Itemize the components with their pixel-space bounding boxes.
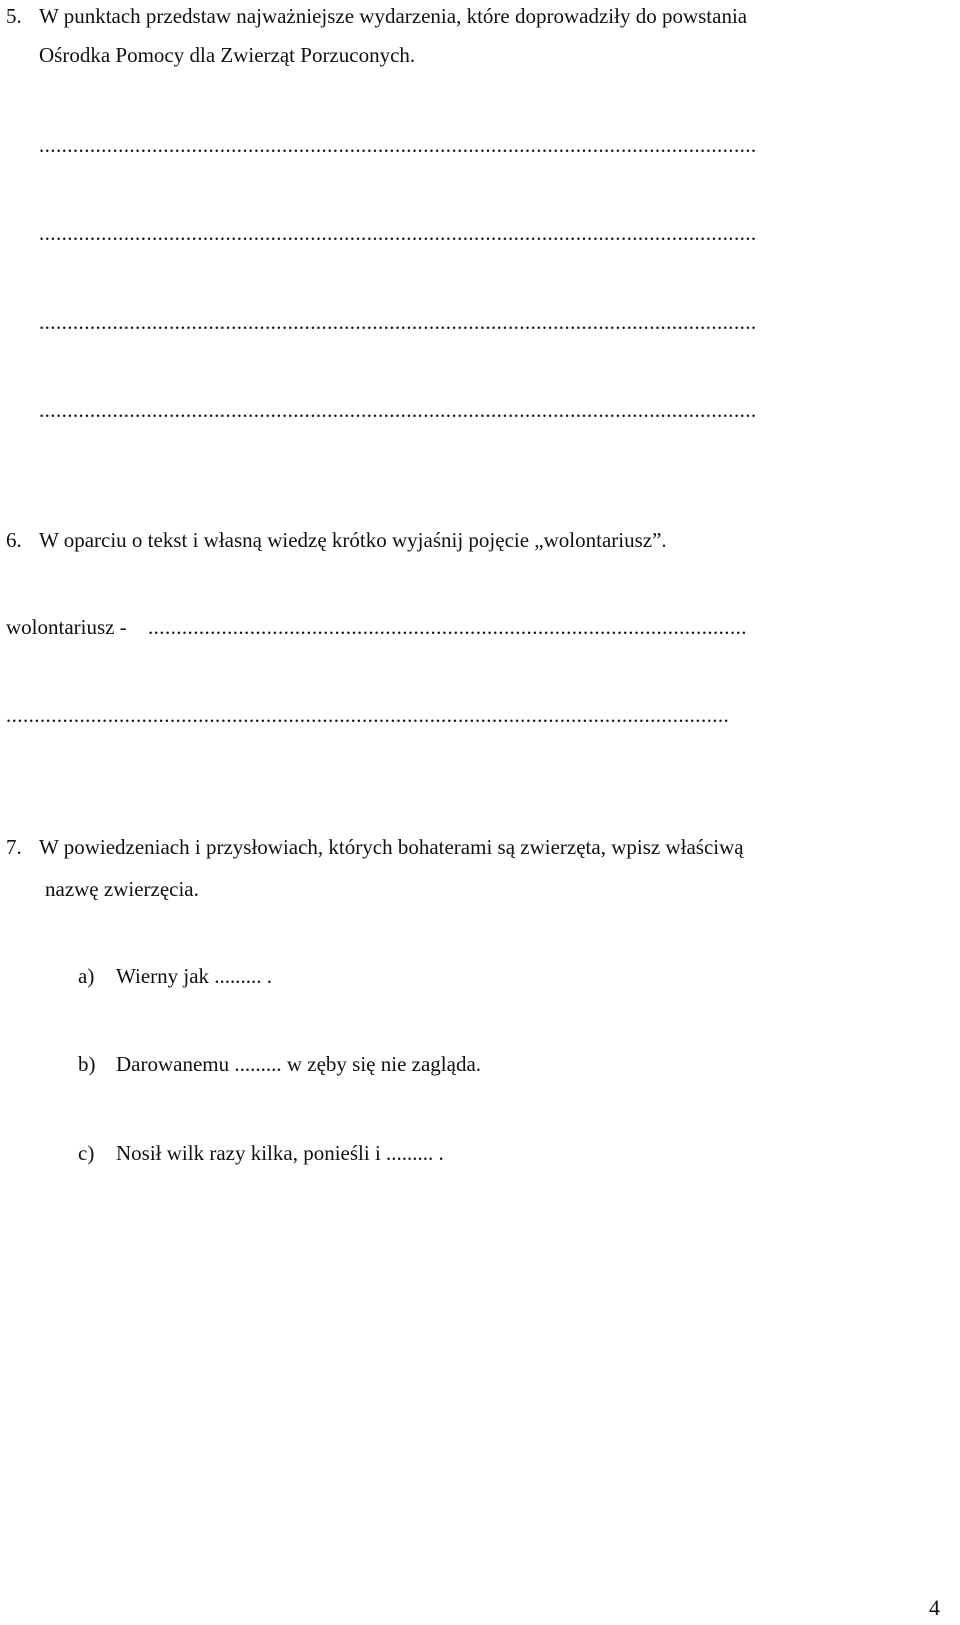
proverb-text-a[interactable]: Wierny jak ......... . — [116, 964, 273, 988]
wolontariusz-label: wolontariusz - — [6, 615, 127, 639]
page-number: 4 — [929, 1595, 940, 1620]
question-5-text-line-2: Ośrodka Pomocy dla Zwierząt Porzuconych. — [39, 43, 416, 67]
answer-line-5-1[interactable]: ............................................................................................................................... — [39, 133, 757, 157]
question-5-line-1 — [6, 3, 747, 29]
answer-line-6-2[interactable]: ................................................................................................................................ — [6, 703, 730, 727]
proverb-item-b — [78, 1051, 481, 1077]
answer-line-5-4[interactable]: ............................................................................................................................... — [39, 398, 757, 422]
wolontariusz-answer-line — [6, 614, 127, 640]
question-7-text-line-2: nazwę zwierzęcia. — [45, 877, 199, 901]
proverb-label-a: a) — [78, 964, 95, 988]
question-6-text: W oparciu o tekst i własną wiedzę krótko wyjaśnij pojęcie „wolontariusz”. — [39, 528, 667, 552]
question-5-number: 5. — [6, 4, 22, 28]
question-7-text-line-1: W powiedzeniach i przysłowiach, których bohaterami są zwierzęta, wpisz właściwą — [39, 835, 744, 859]
answer-line-6-1[interactable]: .......................................................................................................... — [148, 615, 747, 639]
question-7-line-1 — [6, 834, 744, 860]
proverb-text-b[interactable]: Darowanemu ......... w zęby się nie zagląda. — [116, 1052, 482, 1076]
question-6-number: 6. — [6, 528, 22, 552]
question-7-number: 7. — [6, 835, 22, 859]
answer-line-5-3[interactable]: ............................................................................................................................... — [39, 310, 757, 334]
question-5-text-line-1: W punktach przedstaw najważniejsze wydarzenia, które doprowadziły do powstania — [39, 4, 748, 28]
proverb-label-c: c) — [78, 1141, 95, 1165]
question-6-line — [6, 527, 667, 553]
proverb-item-c — [78, 1140, 444, 1166]
proverb-label-b: b) — [78, 1052, 96, 1076]
proverb-item-a — [78, 963, 272, 989]
answer-line-5-2[interactable]: ............................................................................................................................... — [39, 221, 757, 245]
proverb-text-c[interactable]: Nosił wilk razy kilka, ponieśli i ......... . — [116, 1141, 444, 1165]
